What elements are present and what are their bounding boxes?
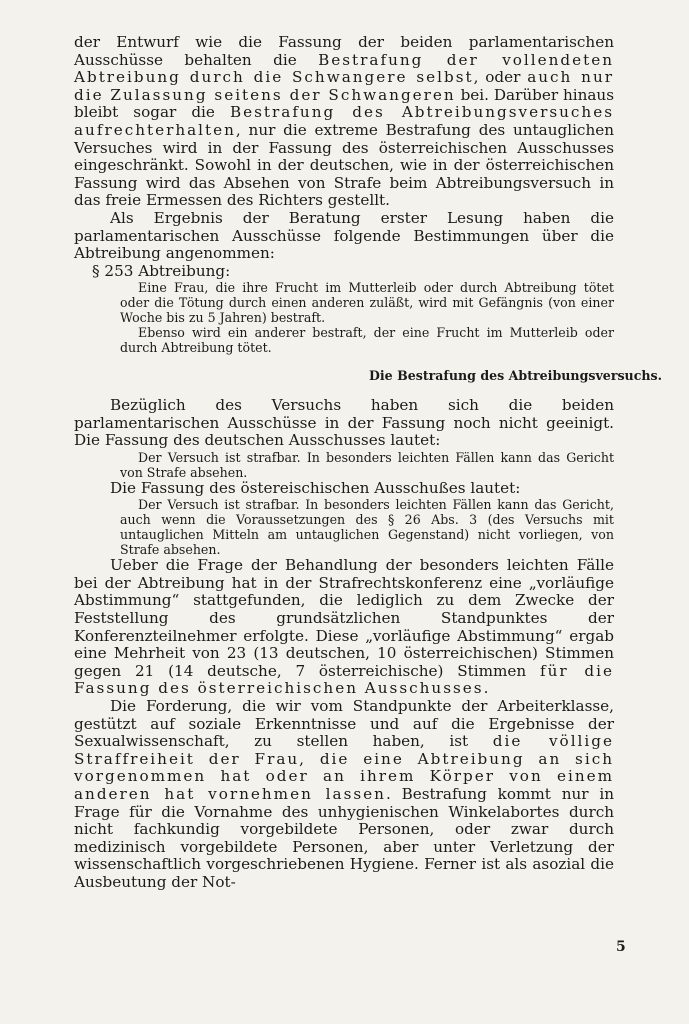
section-title: Die Bestrafung des Abtreibungsversuchs. [368, 368, 662, 384]
paragraph-5: Ueber die Frage der Behandlung der besonders leichten Fälle bei der Abtreibung hat in der Strafrechtskonferenz eine „vorläufige Abstimmung“ stattgefunden, die lediglich zu dem Zwecke der Feststellung des grundsätzlichen Standpunktes der Konferenzteilnehmer erfolgte. Diese „vorläufige Abstimmung“ ergab eine Mehrheit von 23 (13 deutschen, 10 österreichischen) Stimmen gegen 21 (14 deutsche, 7 österreichische) Stimmen für die Fassung des österreichischen Ausschusses. [74, 556, 614, 698]
paragraph-1: der Entwurf wie die Fassung der beiden parlamentarischen Ausschüsse behalten die Bestrafung der vollendeten Abtreibung durch die Schwangere selbst, oder auch nur die Zulassung seitens der Schwangeren bei. Darüber hinaus bleibt sogar die Bestrafung des Abtreibungsversuches aufrechterhalten, nur die extreme Bestrafung des untauglichen Versuches wird in der Fassung des österreichischen Ausschusses eingeschränkt. Sowohl in der deutschen, wie in der österreichischen Fassung wird das Absehen von Strafe beim Abtreibungsversuch in das freie Ermessen des Richters gestellt. [74, 33, 614, 210]
spaced-emphasis: Bestrafung des Abtreibungsversuches aufrechterhalten [74, 103, 614, 139]
law-quote-german: Der Versuch ist strafbar. In besonders leichten Fällen kann das Gericht von Strafe absehen. [120, 449, 614, 480]
paragraph-4: Die Fassung des östereischischen Ausschußes lautet: [110, 478, 521, 497]
body-text [74, 33, 662, 892]
paragraph-6: Die Forderung, die wir vom Standpunkte der Arbeiterklasse, gestützt auf soziale Erkenntnisse und auf die Ergebnisse der Sexualwissenschaft, zu stellen haben, ist die völlige Straffreiheit der Frau, die eine Abtreibung an sich vorgenommen hat oder an ihrem Körper von einem anderen hat vornehmen lassen. Bestrafung kommt nur in Frage für die Vornahme des unhygienischen Winkelabortes durch nicht fachkundig vorgebildete Personen, oder zwar durch medizinisch vorgebildete Personen, aber unter Verletzung der wissenschaftlich vorgeschriebenen Hygiene. Ferner ist als asozial die Ausbeutung der Not- [74, 697, 614, 891]
spaced-emphasis: Bestrafung der vollendeten Abtreibung durch die Schwangere selbst [74, 50, 614, 87]
law-quote-text: Eine Frau, die ihre Frucht im Mutterleib oder durch Abtreibung tötet oder die Tötung durch einen anderen zuläßt, wird mit Gefängnis (von einer Woche bis zu 5 Jahren) bestraft. [120, 280, 614, 326]
spaced-emphasis: auch nur die Zulassung seitens der Schwangeren [74, 68, 614, 104]
law-quote-austrian: Der Versuch ist strafbar. In besonders leichten Fällen kann das Gericht, auch wenn die Voraussetzungen des § 26 Abs. 3 (des Versuchs mit untauglichen Mitteln am untauglichen Gegenstand) nicht vorliegen, von Strafe absehen. [120, 497, 614, 558]
paragraph-3: Bezüglich des Versuchs haben sich die beiden parlamentarischen Ausschüsse in der Fassung noch nicht geeinigt. Die Fassung des deutschen Ausschusses lautet: [74, 395, 614, 450]
spaced-emphasis: die völlige Straffreiheit der Frau, die eine Abtreibung an sich vorgenommen hat oder an ihrem Körper von einem anderen hat vornehmen lassen [74, 732, 614, 803]
law-quote-253 [120, 280, 614, 355]
law-quote-text: Ebenso wird ein anderer bestraft, der eine Frucht im Mutterleib oder durch Abtreibung tötet. [120, 325, 614, 356]
spaced-emphasis: für die Fassung des österreichischen Ausschusses [74, 661, 614, 698]
paragraph-2: Als Ergebnis der Beratung erster Lesung haben die parlamentarischen Ausschüsse folgende Bestimmungen über die Abtreibung angenommen: [74, 208, 614, 263]
page-number: 5 [616, 939, 626, 955]
section-heading-253: § 253 Abtreibung: [92, 261, 231, 280]
